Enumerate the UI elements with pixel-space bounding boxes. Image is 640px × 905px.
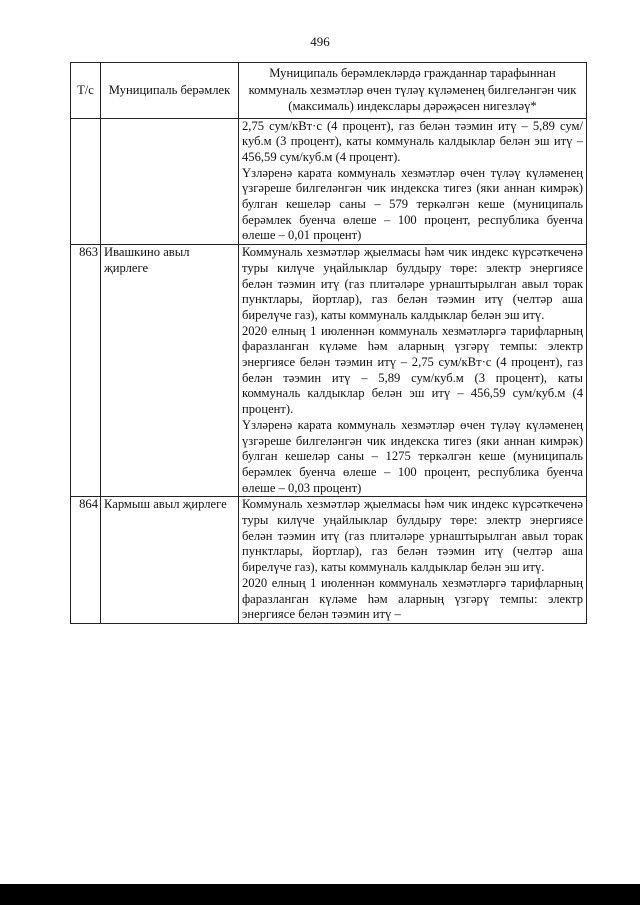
paragraph: 2,75 сум/кВт·с (4 процент), газ белән тәэмин итү – 5,89 сум/куб.м (3 процент), каты коммуналь калдыклар белән эш итү – 456,59 сум/куб.м (4 процент). (242, 118, 583, 164)
row-justification-cell (239, 497, 587, 624)
paragraph: 2020 елның 1 июленнән коммуналь хезмәтләргә тарифларның фаразланган күләме һәм аларның үзгәрү темпы: электр энергиясе белән тәэмин итү – 2,75 сум/кВт·с (4 процент), газ белән тәэмин итү – 5,89 сум/куб.м (3 процент), каты коммуналь калдыклар белән эш итү – 456,59 сум/куб.м (4 процент). (242, 323, 583, 417)
paragraph: Коммуналь хезмәтләр җыелмасы һәм чик индекс күрсәткеченә туры килүче уңайлыклар булдыру төре: электр энергиясе белән тәэмин итү (газ плитәләре урнаштырылган авыл торак пунктлары, йортлар), газ белән тәэмин итү (челтәр аша бирелүче газ), каты коммуналь калдыклар белән эш итү. (242, 245, 583, 322)
paragraph: Үзләренә карата коммуналь хезмәтләр өчен түләү күләменең үзгәреше билгеләнгән чик индекска тигез (яки аннан кимрәк) булган кешеләр саны – 1275 теркәлгән кеше (муниципаль берәмлек буенча өлеше – 100 процент, республика буенча өлеше – 0,03 процент) (242, 417, 583, 495)
paragraph: Үзләренә карата коммуналь хезмәтләр өчен түләү күләменең үзгәреше билгеләнгән чик индекска тигез (яки аннан кимрәк) булган кешеләр саны – 579 теркәлгән кеше (муниципаль берәмлек буенча өлеше – 100 процент, республика буенча өлеше – 0,01 процент) (242, 165, 583, 243)
page-number: 496 (310, 34, 330, 49)
table-row-continuation (71, 118, 587, 245)
row-number-cell (71, 118, 101, 245)
header-justification: Муниципаль берәмлекләрдә гражданнар тарафыннан коммуналь хезмәтләр өчен түләү күләменең билгеләнгән чик (максималь) индекслары дәрәҗәсен нигезләү* (239, 63, 587, 119)
row-name-cell: Ивашкино авыл җирлеге (101, 245, 239, 497)
scan-bottom-edge (0, 884, 640, 905)
header-municipality: Муниципаль берәмлек (101, 63, 239, 119)
table-row-864 (71, 497, 587, 624)
header-number: Т/с (71, 63, 101, 119)
row-justification-cell (239, 118, 587, 245)
row-number-cell: 863 (71, 245, 101, 497)
row-name-cell (101, 118, 239, 245)
row-name-cell: Кармыш авыл җирлеге (101, 497, 239, 624)
table-row-863 (71, 245, 587, 497)
paragraph: 2020 елның 1 июленнән коммуналь хезмәтләргә тарифларның фаразланган күләме һәм аларның үзгәрү темпы: электр энергиясе белән тәэмин итү – (242, 575, 583, 622)
row-justification-cell (239, 245, 587, 497)
tariff-table (70, 62, 587, 624)
table-header-row (71, 63, 587, 119)
row-number-cell: 864 (71, 497, 101, 624)
paragraph: Коммуналь хезмәтләр җыелмасы һәм чик индекс күрсәткеченә туры килүче уңайлыклар булдыру төре: электр энергиясе белән тәэмин итү (газ плитәләре урнаштырылган авыл торак пунктлары, йортлар), газ белән тәэмин итү (челтәр аша бирелүче газ), каты коммуналь калдыклар белән эш итү. (242, 497, 583, 575)
